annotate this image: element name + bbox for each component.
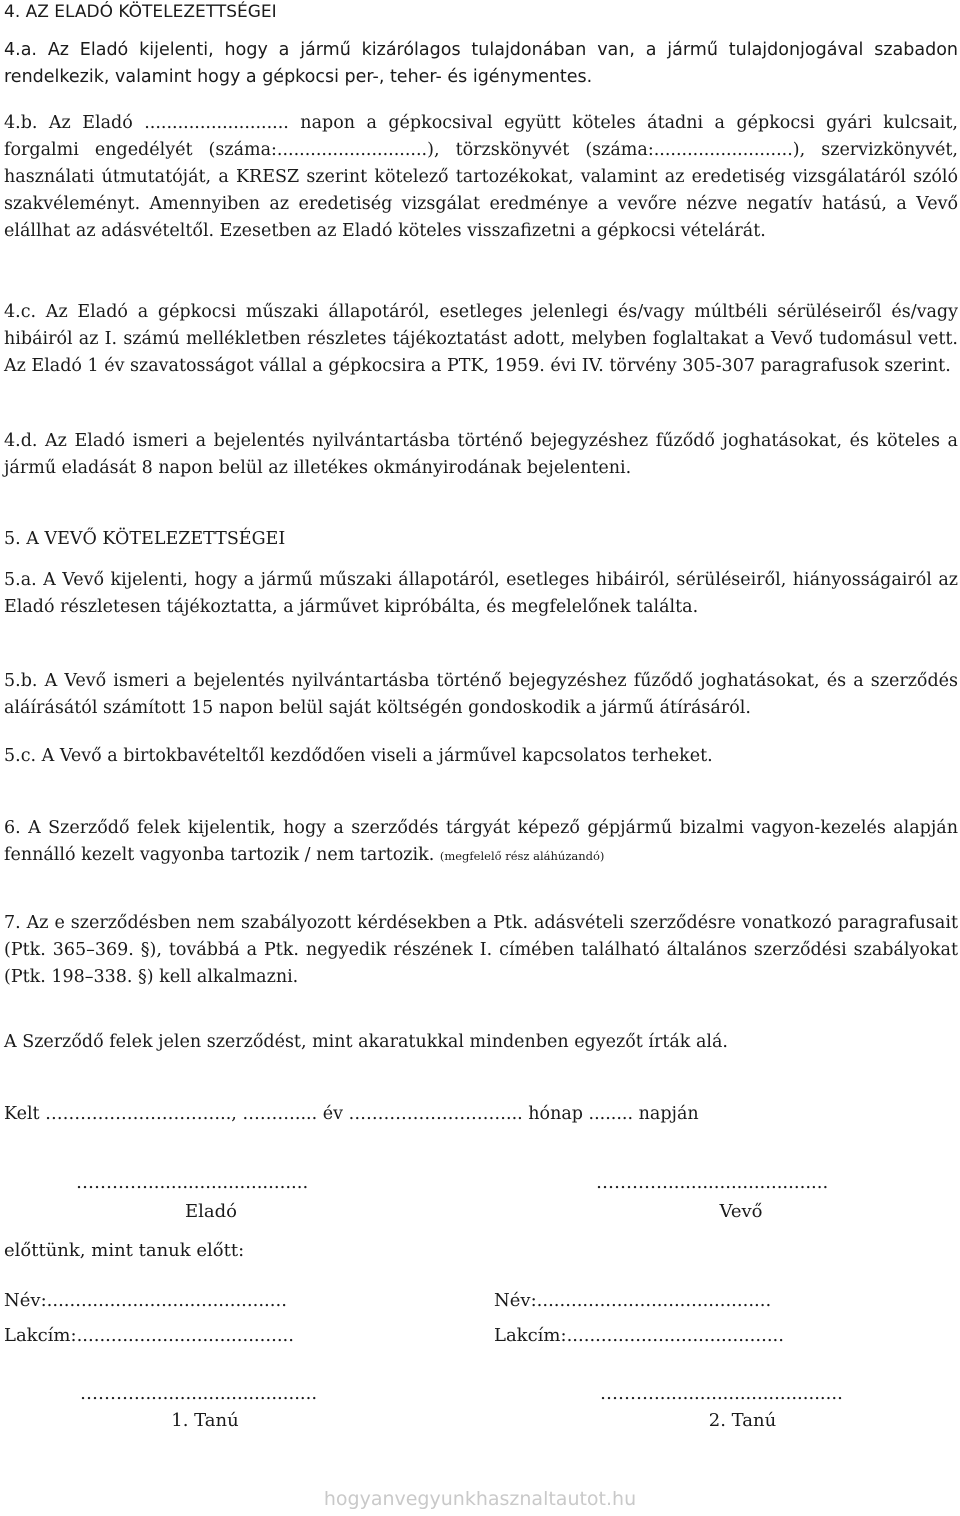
witness-2-name-field: Név:......................................... [494,1290,772,1311]
paragraph-4d: 4.d. Az Eladó ismeri a bejelentés nyilvántartásba történő bejegyzéshez fűződő joghatásokat, és köteles a jármű eladását 8 napon belül az illetékes okmányirodának bejelenteni. [4,431,958,478]
witness-1-name-field: Név:.......................................... [4,1290,287,1311]
witness-2-label: 2. Tanú [708,1410,777,1431]
witness-intro: előttünk, mint tanuk előtt: [4,1240,245,1261]
witness-1-address-field: Lakcím:...................................... [4,1325,294,1346]
witness-2-address-field: Lakcím:...................................... [494,1325,784,1346]
section-4b [4,110,958,245]
paragraph-5b: 5.b. A Vevő ismeri a bejelentés nyilvántartásba történő bejegyzéshez fűződő joghatásokat, és a szerződés aláírásától számított 15 napon belül saját költségén gondoskodik a jármű átírásáról. [4,671,958,718]
paragraph-5c: 5.c. A Vevő a birtokbavételtől kezdődően viseli a járművel kapcsolatos terheket. [4,746,713,766]
section-5c [4,743,958,770]
buyer-signature-line: …………............................ [596,1172,829,1193]
seller-signature-line: …………............................ [76,1172,309,1193]
seller-label: Eladó [185,1201,237,1222]
paragraph-4a: 4.a. Az Eladó kijelenti, hogy a jármű kizárólagos tulajdonában van, a jármű tulajdonjogával szabadon rendelkezik, valamint hogy a gépkocsi per-, teher- és igénymentes. [4,40,958,87]
closing-statement: A Szerződő felek jelen szerződést, mint akaratukkal mindenben egyezőt írták alá. [4,1032,728,1052]
section-5b [4,668,958,722]
paragraph-6-text: 6. A Szerződő felek kijelentik, hogy a szerződés tárgyát képező gépjármű bizalmi vagyon-kezelés alapján fennálló kezelt vagyonba tartozik / nem tartozik. [4,818,958,865]
witness-1-label: 1. Tanú [171,1410,239,1431]
underline-note: (megfelelő rész aláhúzandó) [439,849,605,863]
paragraph-4c: 4.c. Az Eladó a gépkocsi műszaki állapotáról, esetleges jelenlegi és/vagy múltbéli sérüléseiről és/vagy hibáiról az I. számú mellékletben részletes tájékoztatást adott, melyben foglaltakat a Vevő tudomásul vett. Az Eladó 1 év szavatosságot vállal a gépkocsira a PTK, 1959. évi IV. törvény 305-307 paragrafusok szerint. [4,302,958,376]
paragraph-6 [4,815,958,870]
section-4-heading: 4. AZ ELADÓ KÖTELEZETTSÉGEI [4,2,277,22]
paragraph-4b: 4.b. Az Eladó .......................... napon a gépkocsival együtt köteles átadni a gépkocsi gyári kulcsait, forgalmi engedélyét (száma:...........................), törzskönyvét (száma:.........................), szervizkönyvét, használati útmutatóját, a KRESZ szerint kötelező tartozékokat, valamint az eredetiség vizsgálatáról szóló szakvéleményt. Amennyiben az eredetiség vizsgálat eredménye a vevőre nézve negatív hatású, a Vevő elállhat az adásvételtől. Ezesetben az Eladó köteles visszafizetni a gépkocsi vételárát. [4,113,958,241]
date-line: Kelt ………………………….., ……….... év ………………………... hónap ........ napján [4,1104,699,1124]
paragraph-7: 7. Az e szerződésben nem szabályozott kérdésekben a Ptk. adásvételi szerződésre vonatkozó paragrafusait (Ptk. 365–369. §), továbbá a Ptk. negyedik részének I. címében található általános szerződési szabályokat (Ptk. 198–338. §) kell alkalmazni. [4,913,958,987]
paragraph-5a: 5.a. A Vevő kijelenti, hogy a jármű műszaki állapotáról, esetleges hibáiról, sérüléseiről, hiányosságairól az Eladó részletesen tájékoztatta, a járművet kipróbálta, és megfelelőnek találta. [4,570,958,617]
section-4a [4,37,958,91]
section-4d [4,428,958,482]
section-5-heading: 5. A VEVŐ KÖTELEZETTSÉGEI [4,529,286,549]
section-7 [4,910,958,991]
section-6 [4,815,958,870]
section-4c [4,299,958,380]
footer-watermark-url: hogyanvegyunkhasznaltautot.hu [323,1488,637,1510]
buyer-label: Vevő [719,1201,763,1222]
witness-1-signature-line: ………................................ [80,1383,318,1404]
section-5a [4,567,958,621]
witness-2-signature-line: ………................................. [600,1383,843,1404]
